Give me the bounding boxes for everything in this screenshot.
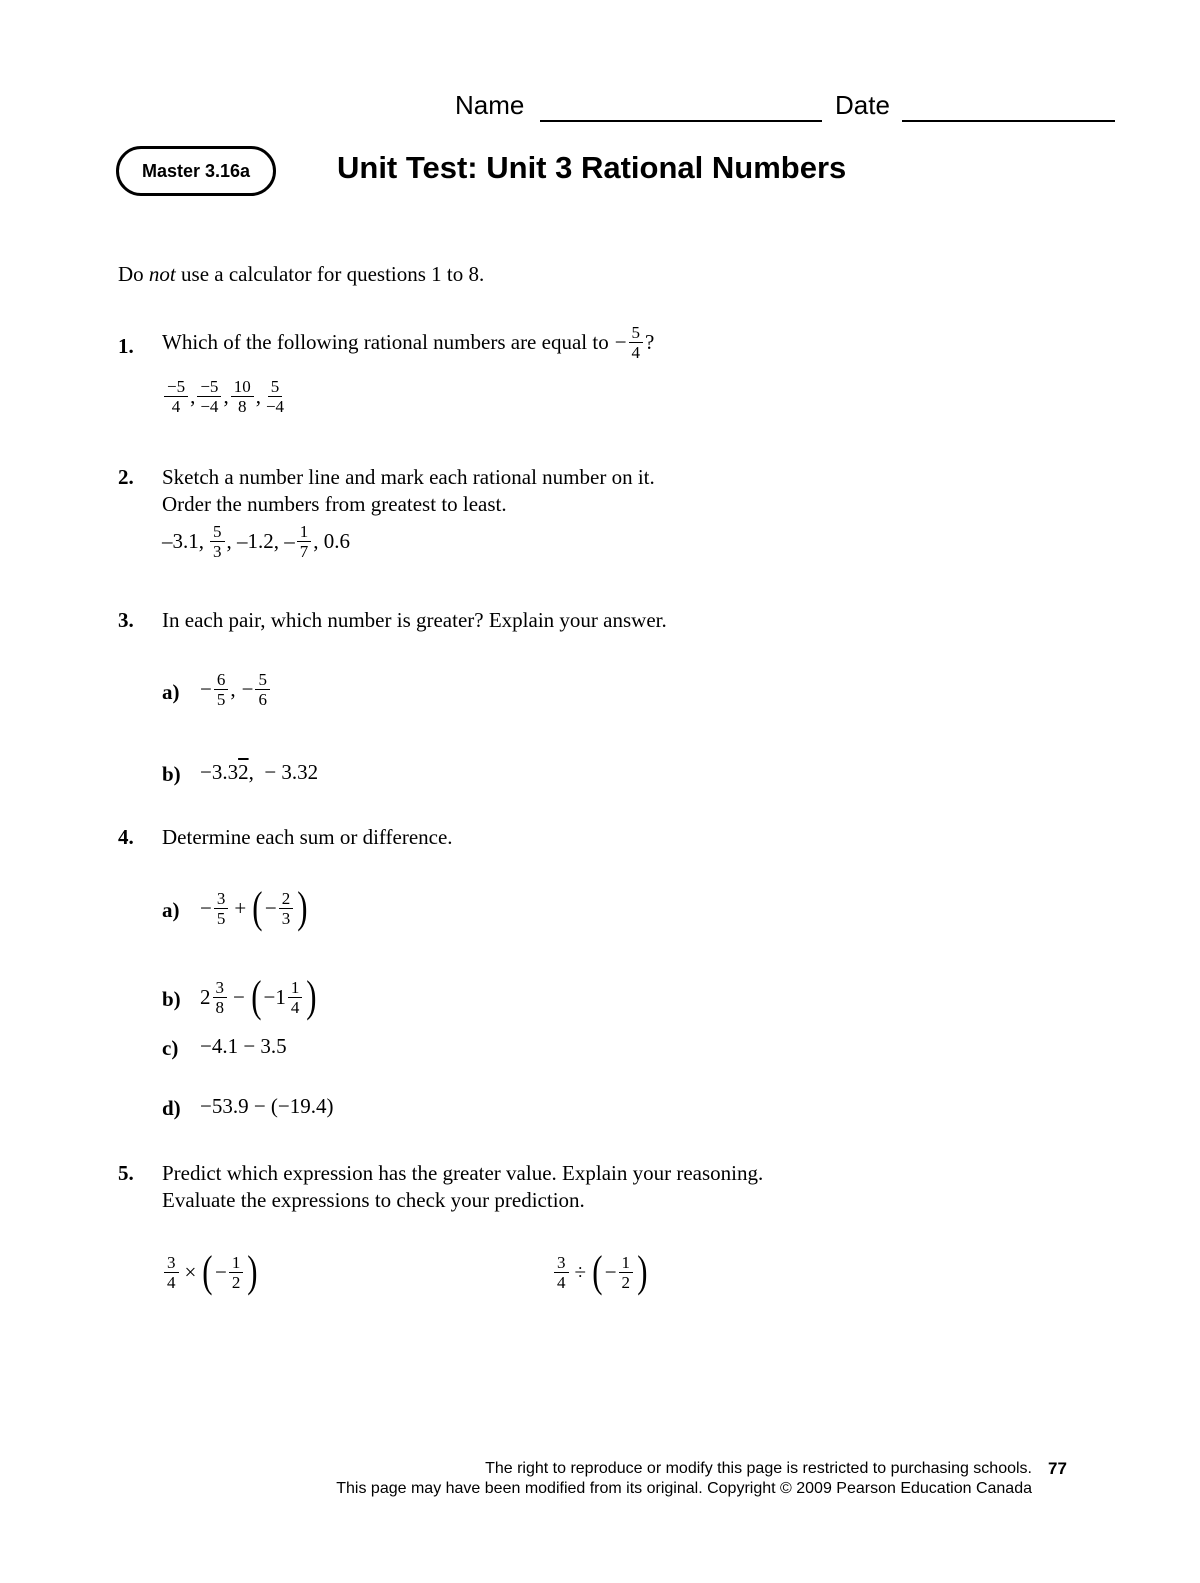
question-4a-label: a) bbox=[162, 898, 180, 922]
footer-rights: The right to reproduce or modify this page is restricted to purchasing schools. bbox=[485, 1460, 1032, 1477]
question-2-numbers: –3.1, $\frac{5}{3}$ , –1.2, – $\frac{1}{7}$ , 0.6 bbox=[162, 522, 350, 561]
question-2-line-1: Sketch a number line and mark each rational number on it. bbox=[162, 465, 655, 489]
question-5-expression-1: $\frac{3}{4}$ × ( − $\frac{1}{2}$ ) bbox=[162, 1250, 260, 1294]
question-1-options: $\frac{-5}{4}$ , $\frac{-5}{-4}$ , $\frac{10}{8}$ , $\frac{5}{-4}$ bbox=[162, 377, 289, 416]
question-3a-label: a) bbox=[162, 680, 180, 704]
question-number-1: 1. bbox=[118, 334, 134, 358]
question-4d-label: d) bbox=[162, 1096, 181, 1120]
date-field-line[interactable] bbox=[902, 120, 1115, 122]
question-number-4: 4. bbox=[118, 825, 134, 849]
name-label: Name bbox=[455, 90, 525, 120]
question-5-line-1: Predict which expression has the greater value. Explain your reasoning. bbox=[162, 1161, 764, 1185]
question-5-line-2: Evaluate the expressions to check your prediction. bbox=[162, 1188, 585, 1212]
question-3b-expression: −3.3 2 , − 3.32 bbox=[200, 760, 319, 784]
question-2-line-2: Order the numbers from greatest to least. bbox=[162, 492, 507, 516]
instructions: Do not use a calculator for questions 1 to 8. bbox=[118, 262, 485, 286]
question-3a-expression: − $\frac{6}{5}$ , − $\frac{5}{6}$ bbox=[200, 670, 272, 709]
question-4a-expression: − $\frac{3}{5}$ + ( − $\frac{2}{3}$ ) bbox=[200, 883, 308, 932]
question-4b-label: b) bbox=[162, 987, 181, 1011]
date-label: Date bbox=[835, 90, 890, 120]
question-4d-expression: −53.9 − (−19.4) bbox=[200, 1094, 334, 1118]
footer-copyright: This page may have been modified from its original. Copyright © 2009 Pearson Education Canada bbox=[336, 1480, 1032, 1497]
question-3-text: In each pair, which number is greater? Explain your answer. bbox=[162, 608, 667, 632]
question-4-text: Determine each sum or difference. bbox=[162, 825, 453, 849]
page-title: Unit Test: Unit 3 Rational Numbers bbox=[337, 150, 847, 185]
page-number: 77 bbox=[1048, 1459, 1067, 1478]
question-4c-label: c) bbox=[162, 1036, 179, 1060]
question-number-2: 2. bbox=[118, 465, 134, 489]
question-number-3: 3. bbox=[118, 608, 134, 632]
question-1-text: Which of the following rational numbers are equal to − $\frac{5}{4}$ ? bbox=[162, 323, 655, 362]
master-badge: Master 3.16a bbox=[116, 146, 276, 196]
question-3b-label: b) bbox=[162, 762, 181, 786]
question-4c-expression: −4.1 − 3.5 bbox=[200, 1034, 287, 1058]
name-field-line[interactable] bbox=[540, 120, 822, 122]
question-4b-expression: 2 $\frac{3}{8}$ − ( −1 $\frac{1}{4}$ ) bbox=[200, 972, 317, 1021]
question-number-5: 5. bbox=[118, 1161, 134, 1185]
question-5-expression-2: $\frac{3}{4}$ ÷ ( − $\frac{1}{2}$ ) bbox=[552, 1250, 650, 1294]
